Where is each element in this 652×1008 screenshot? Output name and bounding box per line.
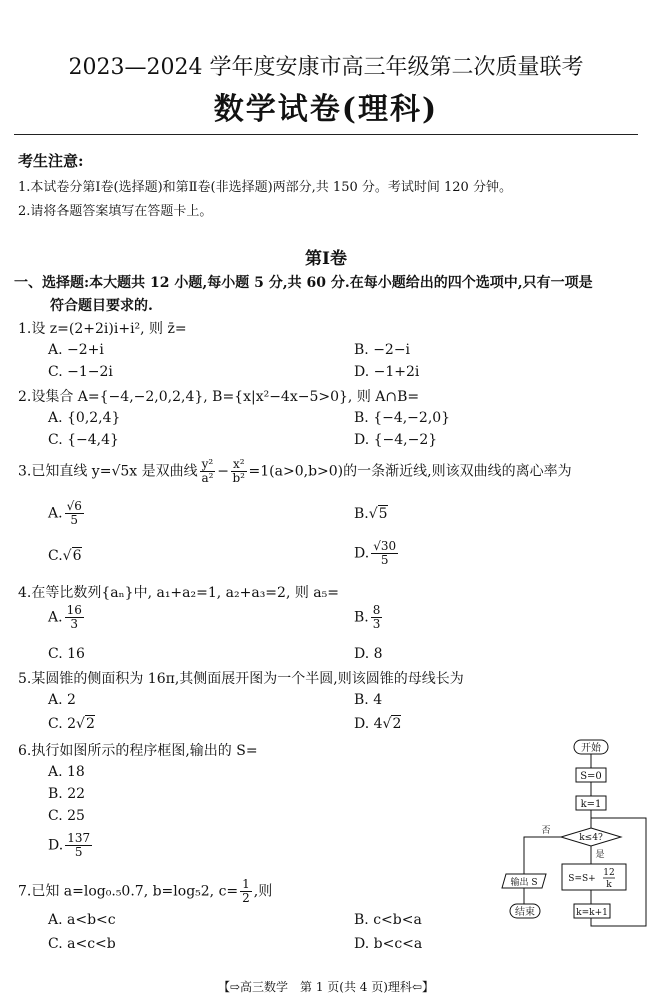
option-label: A. (48, 505, 63, 522)
frac-den: b² (232, 471, 245, 486)
program-flowchart (490, 736, 650, 932)
question-4-option-a (48, 604, 86, 631)
flow-output-label: 输出 S (510, 878, 538, 888)
question-6-option-b: B. 22 (48, 786, 86, 802)
frac-num: 16 (66, 603, 82, 617)
frac-den: 5 (380, 553, 389, 568)
question-6-option-a: A. 18 (48, 764, 85, 780)
question-3-option-b: B.√5 (354, 506, 388, 522)
flow-no-label: 否 (541, 826, 551, 836)
radicand: 2 (392, 716, 402, 732)
question-5-option-c: C. 2√2 (48, 716, 95, 732)
frac-den: a² (201, 471, 214, 486)
flow-condition-label: k≤4? (579, 833, 603, 843)
question-3-stem-b: =1(a>0,b>0)的一条渐近线,则该双曲线的离心率为 (248, 463, 572, 480)
question-1-stem: 1.设 z=(2+2i)i+i², 则 z̄= (18, 321, 187, 337)
flow-arrow-no (524, 837, 561, 874)
exam-subtitle: 数学试卷(理科) (213, 92, 439, 127)
question-2-option-d: D. {−4,−2} (354, 432, 438, 448)
question-4-option-c: C. 16 (48, 646, 85, 662)
question-1-option-b: B. −2−i (354, 342, 411, 358)
question-5-option-d: D. 4√2 (354, 716, 402, 732)
header-divider (14, 134, 638, 135)
option-label: C. (48, 548, 63, 564)
notice-item-1: 1.本试卷分第Ⅰ卷(选择题)和第Ⅱ卷(非选择题)两部分,共 150 分。考试时间 120 分钟。 (18, 180, 512, 195)
question-1-option-a: A. −2+i (48, 342, 104, 358)
flow-init-k-label: k=1 (580, 799, 602, 810)
frac-num: 137 (67, 831, 91, 845)
question-3-option-d (354, 540, 400, 567)
question-3-stem-a: 3.已知直线 y=√5x 是双曲线 (18, 463, 198, 480)
question-1-option-c: C. −1−2i (48, 364, 113, 380)
question-5-option-b: B. 4 (354, 692, 383, 708)
frac-num: √6 (66, 499, 82, 513)
page-footer: 【⇨高三数学 第 1 页(共 4 页)理科⇦】 (217, 980, 434, 994)
option-label: D. (48, 837, 64, 854)
question-7-option-c: C. a<c<b (48, 936, 116, 952)
section-heading-line1: 一、选择题:本大题共 12 小题,每小题 5 分,共 60 分.在每小题给出的四个选项中,只有一项是 (14, 275, 593, 291)
question-7-stem-a: 7.已知 a=log₀.₅0.7, b=log₅2, c= (18, 883, 239, 900)
section-heading-line2: 符合题目要求的. (50, 298, 153, 314)
option-label: B. (354, 506, 369, 522)
question-6-option-d (48, 832, 94, 859)
radicand: 5 (378, 506, 388, 522)
question-3-stem: 3.已知直线 y=√5x 是双曲线 $\frac{\text{y²}}{\text{a²}}$ − $\frac{\text{x²}}{\text{b²}}$ =1(a>0,b>0)的一条渐近线,则该双曲线的离心率为 (18, 457, 572, 486)
frac-den: 5 (70, 513, 79, 528)
frac-num: y² (201, 457, 214, 471)
flow-update-s-num: 12 (603, 868, 615, 878)
option-label: D. 4 (354, 716, 383, 732)
radicand: 6 (72, 548, 82, 564)
question-7-stem-b: ,则 (253, 883, 273, 900)
question-4-option-b (354, 604, 384, 631)
flow-start-label: 开始 (581, 743, 601, 754)
frac-den: 3 (70, 617, 79, 632)
frac-den: 2 (242, 891, 250, 906)
question-2-option-a: A. {0,2,4} (48, 410, 121, 426)
flow-init-s-label: S=0 (580, 771, 602, 782)
part-title: 第Ⅰ卷 (305, 249, 347, 269)
question-1-option-d: D. −1+2i (354, 364, 420, 380)
question-4-stem: 4.在等比数列{aₙ}中, a₁+a₂=1, a₂+a₃=2, 则 a₅= (18, 585, 339, 601)
flow-yes-label: 是 (595, 850, 605, 860)
frac-num: x² (232, 457, 245, 471)
question-7-stem (18, 878, 272, 905)
question-7-option-d: D. b<c<a (354, 936, 423, 952)
frac-den: 3 (372, 617, 381, 632)
fraction-y2-a2 (200, 458, 216, 485)
exam-title: 2023—2024 学年度安康市高三年级第二次质量联考 (68, 55, 584, 80)
question-5-stem: 5.某圆锥的侧面积为 16π,其侧面展开图为一个半圆,则该圆锥的母线长为 (18, 671, 464, 687)
flow-end-label: 结束 (515, 907, 535, 918)
question-6-stem: 6.执行如图所示的程序框图,输出的 S= (18, 743, 258, 759)
frac-den: 5 (74, 845, 83, 860)
notice-item-2: 2.请将各题答案填写在答题卡上。 (18, 204, 213, 219)
notice-heading: 考生注意: (18, 152, 84, 170)
flow-update-s-den: k (606, 880, 612, 890)
question-5-option-a: A. 2 (48, 692, 76, 708)
frac-num: 1 (242, 877, 250, 891)
flow-update-s-prefix: S=S+ (568, 874, 596, 884)
question-7-option-a: A. a<b<c (48, 912, 116, 928)
question-2-option-c: C. {−4,4} (48, 432, 119, 448)
fraction-x2-b2 (231, 458, 247, 485)
option-label: C. 2 (48, 716, 77, 732)
frac-num: √30 (373, 539, 397, 553)
option-label: A. (48, 609, 63, 626)
question-7-option-b: B. c<b<a (354, 912, 422, 928)
option-label: D. (354, 545, 370, 562)
question-2-stem: 2.设集合 A={−4,−2,0,2,4}, B={x|x²−4x−5>0}, 则 A∩B= (18, 389, 420, 405)
question-3-option-c: C.√6 (48, 548, 82, 564)
question-4-option-d: D. 8 (354, 646, 383, 662)
frac-num: 8 (372, 603, 381, 617)
question-3-option-a (48, 500, 86, 527)
question-2-option-b: B. {−4,−2,0} (354, 410, 451, 426)
option-label: B. (354, 609, 369, 626)
flow-update-k-label: k=k+1 (576, 908, 608, 918)
question-6-option-c: C. 25 (48, 808, 85, 824)
radicand: 2 (85, 716, 95, 732)
